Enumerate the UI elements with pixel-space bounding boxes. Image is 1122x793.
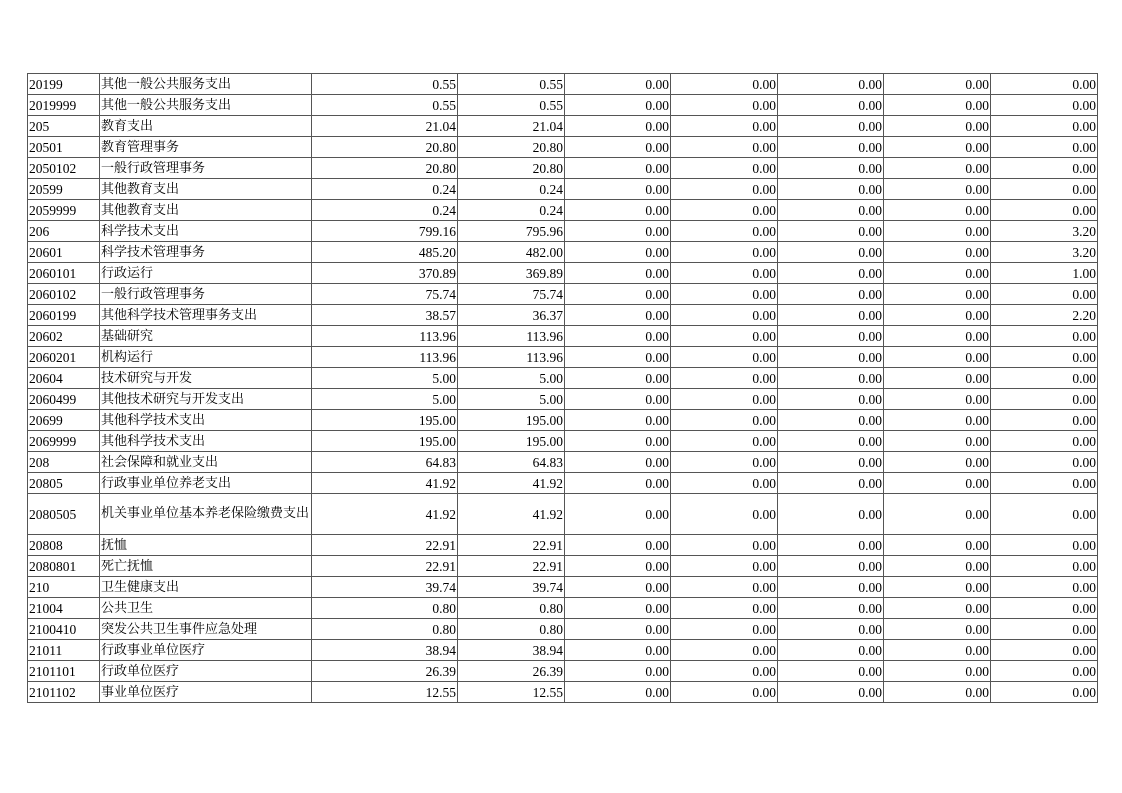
table-row xyxy=(28,284,1098,305)
table-row xyxy=(28,556,1098,577)
amount-cell-col-7: 0.00 xyxy=(991,116,1098,137)
amount-cell-col-7: 0.00 xyxy=(991,368,1098,389)
amount-cell-col-6: 0.00 xyxy=(884,473,991,494)
amount-cell-col-5: 0.00 xyxy=(778,619,884,640)
amount-cell-col-5: 0.00 xyxy=(778,389,884,410)
subject-code-cell: 20805 xyxy=(28,473,100,494)
amount-cell-col-5: 0.00 xyxy=(778,284,884,305)
amount-cell-col-1: 799.16 xyxy=(312,221,458,242)
amount-cell-col-1: 485.20 xyxy=(312,242,458,263)
subject-code-cell: 2060201 xyxy=(28,347,100,368)
amount-cell-col-4: 0.00 xyxy=(671,682,778,703)
subject-code-cell: 2019999 xyxy=(28,95,100,116)
amount-cell-col-7: 2.20 xyxy=(991,305,1098,326)
subject-name-cell: 技术研究与开发 xyxy=(100,368,312,389)
amount-cell-col-7: 0.00 xyxy=(991,74,1098,95)
amount-cell-col-2: 0.55 xyxy=(458,95,565,116)
subject-code-cell: 2080801 xyxy=(28,556,100,577)
subject-code-cell: 2060499 xyxy=(28,389,100,410)
amount-cell-col-5: 0.00 xyxy=(778,640,884,661)
table-row xyxy=(28,452,1098,473)
amount-cell-col-2: 0.24 xyxy=(458,200,565,221)
amount-cell-col-7: 0.00 xyxy=(991,389,1098,410)
amount-cell-col-5: 0.00 xyxy=(778,179,884,200)
amount-cell-col-1: 195.00 xyxy=(312,410,458,431)
amount-cell-col-2: 22.91 xyxy=(458,556,565,577)
amount-cell-col-7: 0.00 xyxy=(991,179,1098,200)
amount-cell-col-1: 370.89 xyxy=(312,263,458,284)
amount-cell-col-5: 0.00 xyxy=(778,556,884,577)
subject-name-cell: 卫生健康支出 xyxy=(100,577,312,598)
table-row xyxy=(28,682,1098,703)
amount-cell-col-6: 0.00 xyxy=(884,410,991,431)
amount-cell-col-7: 0.00 xyxy=(991,200,1098,221)
amount-cell-col-4: 0.00 xyxy=(671,347,778,368)
amount-cell-col-3: 0.00 xyxy=(565,179,671,200)
subject-name-cell: 其他一般公共服务支出 xyxy=(100,74,312,95)
subject-name-cell: 一般行政管理事务 xyxy=(100,284,312,305)
amount-cell-col-4: 0.00 xyxy=(671,577,778,598)
amount-cell-col-3: 0.00 xyxy=(565,158,671,179)
subject-name-cell: 其他教育支出 xyxy=(100,200,312,221)
amount-cell-col-2: 36.37 xyxy=(458,305,565,326)
subject-code-cell: 20604 xyxy=(28,368,100,389)
amount-cell-col-2: 41.92 xyxy=(458,494,565,535)
amount-cell-col-6: 0.00 xyxy=(884,263,991,284)
subject-code-cell: 20199 xyxy=(28,74,100,95)
amount-cell-col-6: 0.00 xyxy=(884,494,991,535)
amount-cell-col-6: 0.00 xyxy=(884,661,991,682)
amount-cell-col-2: 195.00 xyxy=(458,410,565,431)
subject-name-cell: 突发公共卫生事件应急处理 xyxy=(100,619,312,640)
amount-cell-col-1: 38.94 xyxy=(312,640,458,661)
amount-cell-col-3: 0.00 xyxy=(565,284,671,305)
table-row xyxy=(28,221,1098,242)
amount-cell-col-2: 38.94 xyxy=(458,640,565,661)
amount-cell-col-1: 0.24 xyxy=(312,200,458,221)
table-row xyxy=(28,326,1098,347)
amount-cell-col-7: 0.00 xyxy=(991,452,1098,473)
table-body xyxy=(28,74,1098,703)
amount-cell-col-5: 0.00 xyxy=(778,368,884,389)
amount-cell-col-5: 0.00 xyxy=(778,74,884,95)
amount-cell-col-4: 0.00 xyxy=(671,640,778,661)
amount-cell-col-6: 0.00 xyxy=(884,158,991,179)
amount-cell-col-3: 0.00 xyxy=(565,661,671,682)
amount-cell-col-6: 0.00 xyxy=(884,556,991,577)
amount-cell-col-3: 0.00 xyxy=(565,452,671,473)
amount-cell-col-4: 0.00 xyxy=(671,410,778,431)
amount-cell-col-6: 0.00 xyxy=(884,535,991,556)
amount-cell-col-3: 0.00 xyxy=(565,368,671,389)
amount-cell-col-1: 22.91 xyxy=(312,535,458,556)
amount-cell-col-5: 0.00 xyxy=(778,137,884,158)
subject-name-cell: 其他一般公共服务支出 xyxy=(100,95,312,116)
amount-cell-col-7: 0.00 xyxy=(991,431,1098,452)
subject-code-cell: 21011 xyxy=(28,640,100,661)
subject-name-cell: 其他技术研究与开发支出 xyxy=(100,389,312,410)
amount-cell-col-3: 0.00 xyxy=(565,682,671,703)
subject-code-cell: 2059999 xyxy=(28,200,100,221)
amount-cell-col-7: 0.00 xyxy=(991,682,1098,703)
amount-cell-col-1: 20.80 xyxy=(312,137,458,158)
budget-table xyxy=(27,73,1098,703)
amount-cell-col-5: 0.00 xyxy=(778,263,884,284)
amount-cell-col-1: 113.96 xyxy=(312,347,458,368)
table-row xyxy=(28,263,1098,284)
amount-cell-col-3: 0.00 xyxy=(565,74,671,95)
amount-cell-col-4: 0.00 xyxy=(671,179,778,200)
amount-cell-col-7: 0.00 xyxy=(991,95,1098,116)
amount-cell-col-3: 0.00 xyxy=(565,305,671,326)
subject-name-cell: 机构运行 xyxy=(100,347,312,368)
amount-cell-col-6: 0.00 xyxy=(884,368,991,389)
subject-name-cell: 死亡抚恤 xyxy=(100,556,312,577)
amount-cell-col-3: 0.00 xyxy=(565,200,671,221)
amount-cell-col-4: 0.00 xyxy=(671,494,778,535)
subject-name-cell: 一般行政管理事务 xyxy=(100,158,312,179)
amount-cell-col-4: 0.00 xyxy=(671,473,778,494)
amount-cell-col-2: 5.00 xyxy=(458,368,565,389)
amount-cell-col-2: 195.00 xyxy=(458,431,565,452)
table-row xyxy=(28,305,1098,326)
amount-cell-col-6: 0.00 xyxy=(884,179,991,200)
amount-cell-col-2: 482.00 xyxy=(458,242,565,263)
subject-code-cell: 2069999 xyxy=(28,431,100,452)
amount-cell-col-4: 0.00 xyxy=(671,158,778,179)
amount-cell-col-6: 0.00 xyxy=(884,598,991,619)
subject-code-cell: 2080505 xyxy=(28,494,100,535)
amount-cell-col-5: 0.00 xyxy=(778,410,884,431)
amount-cell-col-7: 0.00 xyxy=(991,326,1098,347)
amount-cell-col-2: 39.74 xyxy=(458,577,565,598)
amount-cell-col-2: 22.91 xyxy=(458,535,565,556)
subject-name-cell: 行政运行 xyxy=(100,263,312,284)
table-row xyxy=(28,494,1098,535)
table-row xyxy=(28,619,1098,640)
amount-cell-col-5: 0.00 xyxy=(778,158,884,179)
amount-cell-col-2: 12.55 xyxy=(458,682,565,703)
subject-code-cell: 20602 xyxy=(28,326,100,347)
subject-code-cell: 20808 xyxy=(28,535,100,556)
amount-cell-col-5: 0.00 xyxy=(778,452,884,473)
amount-cell-col-2: 20.80 xyxy=(458,137,565,158)
amount-cell-col-7: 0.00 xyxy=(991,410,1098,431)
amount-cell-col-4: 0.00 xyxy=(671,556,778,577)
subject-name-cell: 教育支出 xyxy=(100,116,312,137)
subject-name-cell: 科学技术支出 xyxy=(100,221,312,242)
amount-cell-col-4: 0.00 xyxy=(671,661,778,682)
amount-cell-col-3: 0.00 xyxy=(565,535,671,556)
amount-cell-col-3: 0.00 xyxy=(565,473,671,494)
amount-cell-col-1: 0.55 xyxy=(312,95,458,116)
amount-cell-col-7: 3.20 xyxy=(991,242,1098,263)
subject-name-cell: 科学技术管理事务 xyxy=(100,242,312,263)
amount-cell-col-6: 0.00 xyxy=(884,200,991,221)
amount-cell-col-5: 0.00 xyxy=(778,221,884,242)
amount-cell-col-6: 0.00 xyxy=(884,389,991,410)
subject-name-cell: 抚恤 xyxy=(100,535,312,556)
amount-cell-col-1: 75.74 xyxy=(312,284,458,305)
amount-cell-col-1: 22.91 xyxy=(312,556,458,577)
amount-cell-col-1: 195.00 xyxy=(312,431,458,452)
amount-cell-col-6: 0.00 xyxy=(884,431,991,452)
amount-cell-col-7: 3.20 xyxy=(991,221,1098,242)
amount-cell-col-1: 5.00 xyxy=(312,389,458,410)
amount-cell-col-6: 0.00 xyxy=(884,221,991,242)
amount-cell-col-4: 0.00 xyxy=(671,263,778,284)
amount-cell-col-5: 0.00 xyxy=(778,95,884,116)
amount-cell-col-4: 0.00 xyxy=(671,452,778,473)
amount-cell-col-4: 0.00 xyxy=(671,137,778,158)
amount-cell-col-3: 0.00 xyxy=(565,263,671,284)
amount-cell-col-5: 0.00 xyxy=(778,473,884,494)
table-row xyxy=(28,410,1098,431)
amount-cell-col-6: 0.00 xyxy=(884,284,991,305)
amount-cell-col-1: 21.04 xyxy=(312,116,458,137)
subject-code-cell: 2060102 xyxy=(28,284,100,305)
subject-code-cell: 20601 xyxy=(28,242,100,263)
amount-cell-col-4: 0.00 xyxy=(671,389,778,410)
amount-cell-col-2: 0.55 xyxy=(458,74,565,95)
amount-cell-col-6: 0.00 xyxy=(884,347,991,368)
amount-cell-col-4: 0.00 xyxy=(671,535,778,556)
amount-cell-col-7: 0.00 xyxy=(991,640,1098,661)
subject-name-cell: 事业单位医疗 xyxy=(100,682,312,703)
table-row xyxy=(28,598,1098,619)
amount-cell-col-3: 0.00 xyxy=(565,221,671,242)
amount-cell-col-1: 113.96 xyxy=(312,326,458,347)
amount-cell-col-7: 0.00 xyxy=(991,577,1098,598)
amount-cell-col-5: 0.00 xyxy=(778,242,884,263)
amount-cell-col-4: 0.00 xyxy=(671,368,778,389)
amount-cell-col-3: 0.00 xyxy=(565,137,671,158)
amount-cell-col-1: 5.00 xyxy=(312,368,458,389)
amount-cell-col-6: 0.00 xyxy=(884,116,991,137)
amount-cell-col-6: 0.00 xyxy=(884,682,991,703)
amount-cell-col-6: 0.00 xyxy=(884,242,991,263)
amount-cell-col-6: 0.00 xyxy=(884,452,991,473)
amount-cell-col-3: 0.00 xyxy=(565,347,671,368)
amount-cell-col-5: 0.00 xyxy=(778,494,884,535)
amount-cell-col-1: 41.92 xyxy=(312,473,458,494)
amount-cell-col-5: 0.00 xyxy=(778,305,884,326)
amount-cell-col-1: 26.39 xyxy=(312,661,458,682)
amount-cell-col-4: 0.00 xyxy=(671,221,778,242)
table-row xyxy=(28,74,1098,95)
amount-cell-col-2: 26.39 xyxy=(458,661,565,682)
amount-cell-col-4: 0.00 xyxy=(671,284,778,305)
amount-cell-col-3: 0.00 xyxy=(565,95,671,116)
amount-cell-col-2: 5.00 xyxy=(458,389,565,410)
table-row xyxy=(28,116,1098,137)
amount-cell-col-2: 0.80 xyxy=(458,598,565,619)
subject-code-cell: 205 xyxy=(28,116,100,137)
table-row xyxy=(28,200,1098,221)
amount-cell-col-7: 0.00 xyxy=(991,556,1098,577)
amount-cell-col-3: 0.00 xyxy=(565,640,671,661)
amount-cell-col-5: 0.00 xyxy=(778,598,884,619)
amount-cell-col-6: 0.00 xyxy=(884,326,991,347)
amount-cell-col-2: 21.04 xyxy=(458,116,565,137)
amount-cell-col-4: 0.00 xyxy=(671,74,778,95)
subject-name-cell: 教育管理事务 xyxy=(100,137,312,158)
table-row xyxy=(28,179,1098,200)
amount-cell-col-3: 0.00 xyxy=(565,556,671,577)
amount-cell-col-4: 0.00 xyxy=(671,116,778,137)
amount-cell-col-7: 0.00 xyxy=(991,473,1098,494)
amount-cell-col-5: 0.00 xyxy=(778,326,884,347)
amount-cell-col-5: 0.00 xyxy=(778,535,884,556)
amount-cell-col-4: 0.00 xyxy=(671,242,778,263)
subject-name-cell: 行政事业单位养老支出 xyxy=(100,473,312,494)
amount-cell-col-1: 64.83 xyxy=(312,452,458,473)
subject-code-cell: 20699 xyxy=(28,410,100,431)
amount-cell-col-3: 0.00 xyxy=(565,242,671,263)
subject-code-cell: 2060199 xyxy=(28,305,100,326)
amount-cell-col-7: 0.00 xyxy=(991,347,1098,368)
table-row xyxy=(28,577,1098,598)
amount-cell-col-3: 0.00 xyxy=(565,598,671,619)
amount-cell-col-3: 0.00 xyxy=(565,619,671,640)
amount-cell-col-4: 0.00 xyxy=(671,200,778,221)
amount-cell-col-4: 0.00 xyxy=(671,326,778,347)
amount-cell-col-1: 20.80 xyxy=(312,158,458,179)
amount-cell-col-6: 0.00 xyxy=(884,95,991,116)
subject-code-cell: 210 xyxy=(28,577,100,598)
subject-name-cell: 行政事业单位医疗 xyxy=(100,640,312,661)
table-row xyxy=(28,347,1098,368)
amount-cell-col-3: 0.00 xyxy=(565,389,671,410)
subject-name-cell: 其他科学技术支出 xyxy=(100,410,312,431)
amount-cell-col-5: 0.00 xyxy=(778,577,884,598)
subject-name-cell: 基础研究 xyxy=(100,326,312,347)
table-row xyxy=(28,368,1098,389)
amount-cell-col-7: 0.00 xyxy=(991,661,1098,682)
subject-code-cell: 20501 xyxy=(28,137,100,158)
amount-cell-col-7: 0.00 xyxy=(991,158,1098,179)
table-row xyxy=(28,661,1098,682)
table-row xyxy=(28,535,1098,556)
table-row xyxy=(28,95,1098,116)
table-row xyxy=(28,242,1098,263)
subject-name-cell: 公共卫生 xyxy=(100,598,312,619)
amount-cell-col-3: 0.00 xyxy=(565,494,671,535)
amount-cell-col-4: 0.00 xyxy=(671,598,778,619)
subject-name-cell: 其他教育支出 xyxy=(100,179,312,200)
table-row xyxy=(28,158,1098,179)
subject-code-cell: 2050102 xyxy=(28,158,100,179)
amount-cell-col-1: 41.92 xyxy=(312,494,458,535)
table-row xyxy=(28,640,1098,661)
amount-cell-col-3: 0.00 xyxy=(565,116,671,137)
amount-cell-col-6: 0.00 xyxy=(884,305,991,326)
subject-name-cell: 其他科学技术管理事务支出 xyxy=(100,305,312,326)
table-row xyxy=(28,137,1098,158)
subject-code-cell: 2101101 xyxy=(28,661,100,682)
subject-name-cell: 社会保障和就业支出 xyxy=(100,452,312,473)
amount-cell-col-1: 0.55 xyxy=(312,74,458,95)
subject-code-cell: 2100410 xyxy=(28,619,100,640)
subject-code-cell: 208 xyxy=(28,452,100,473)
amount-cell-col-3: 0.00 xyxy=(565,431,671,452)
table-row xyxy=(28,473,1098,494)
amount-cell-col-1: 0.80 xyxy=(312,619,458,640)
amount-cell-col-7: 1.00 xyxy=(991,263,1098,284)
amount-cell-col-6: 0.00 xyxy=(884,74,991,95)
amount-cell-col-7: 0.00 xyxy=(991,284,1098,305)
amount-cell-col-7: 0.00 xyxy=(991,535,1098,556)
amount-cell-col-5: 0.00 xyxy=(778,347,884,368)
amount-cell-col-7: 0.00 xyxy=(991,494,1098,535)
subject-code-cell: 21004 xyxy=(28,598,100,619)
amount-cell-col-1: 38.57 xyxy=(312,305,458,326)
amount-cell-col-2: 41.92 xyxy=(458,473,565,494)
amount-cell-col-2: 20.80 xyxy=(458,158,565,179)
subject-name-cell: 机关事业单位基本养老保险缴费支出 xyxy=(100,494,312,535)
amount-cell-col-7: 0.00 xyxy=(991,137,1098,158)
amount-cell-col-7: 0.00 xyxy=(991,619,1098,640)
amount-cell-col-3: 0.00 xyxy=(565,326,671,347)
amount-cell-col-4: 0.00 xyxy=(671,95,778,116)
subject-code-cell: 2101102 xyxy=(28,682,100,703)
subject-name-cell: 行政单位医疗 xyxy=(100,661,312,682)
amount-cell-col-5: 0.00 xyxy=(778,116,884,137)
amount-cell-col-2: 369.89 xyxy=(458,263,565,284)
amount-cell-col-1: 39.74 xyxy=(312,577,458,598)
subject-code-cell: 20599 xyxy=(28,179,100,200)
amount-cell-col-1: 0.80 xyxy=(312,598,458,619)
amount-cell-col-3: 0.00 xyxy=(565,577,671,598)
amount-cell-col-2: 75.74 xyxy=(458,284,565,305)
amount-cell-col-5: 0.00 xyxy=(778,661,884,682)
amount-cell-col-4: 0.00 xyxy=(671,305,778,326)
table-row xyxy=(28,389,1098,410)
subject-name-cell: 其他科学技术支出 xyxy=(100,431,312,452)
amount-cell-col-5: 0.00 xyxy=(778,431,884,452)
amount-cell-col-6: 0.00 xyxy=(884,137,991,158)
amount-cell-col-1: 0.24 xyxy=(312,179,458,200)
amount-cell-col-1: 12.55 xyxy=(312,682,458,703)
amount-cell-col-6: 0.00 xyxy=(884,640,991,661)
amount-cell-col-6: 0.00 xyxy=(884,577,991,598)
amount-cell-col-5: 0.00 xyxy=(778,682,884,703)
amount-cell-col-2: 64.83 xyxy=(458,452,565,473)
amount-cell-col-7: 0.00 xyxy=(991,598,1098,619)
subject-code-cell: 206 xyxy=(28,221,100,242)
amount-cell-col-4: 0.00 xyxy=(671,619,778,640)
table-row xyxy=(28,431,1098,452)
amount-cell-col-2: 795.96 xyxy=(458,221,565,242)
amount-cell-col-2: 0.80 xyxy=(458,619,565,640)
subject-code-cell: 2060101 xyxy=(28,263,100,284)
amount-cell-col-5: 0.00 xyxy=(778,200,884,221)
amount-cell-col-2: 113.96 xyxy=(458,326,565,347)
amount-cell-col-3: 0.00 xyxy=(565,410,671,431)
amount-cell-col-2: 0.24 xyxy=(458,179,565,200)
amount-cell-col-2: 113.96 xyxy=(458,347,565,368)
amount-cell-col-6: 0.00 xyxy=(884,619,991,640)
amount-cell-col-4: 0.00 xyxy=(671,431,778,452)
